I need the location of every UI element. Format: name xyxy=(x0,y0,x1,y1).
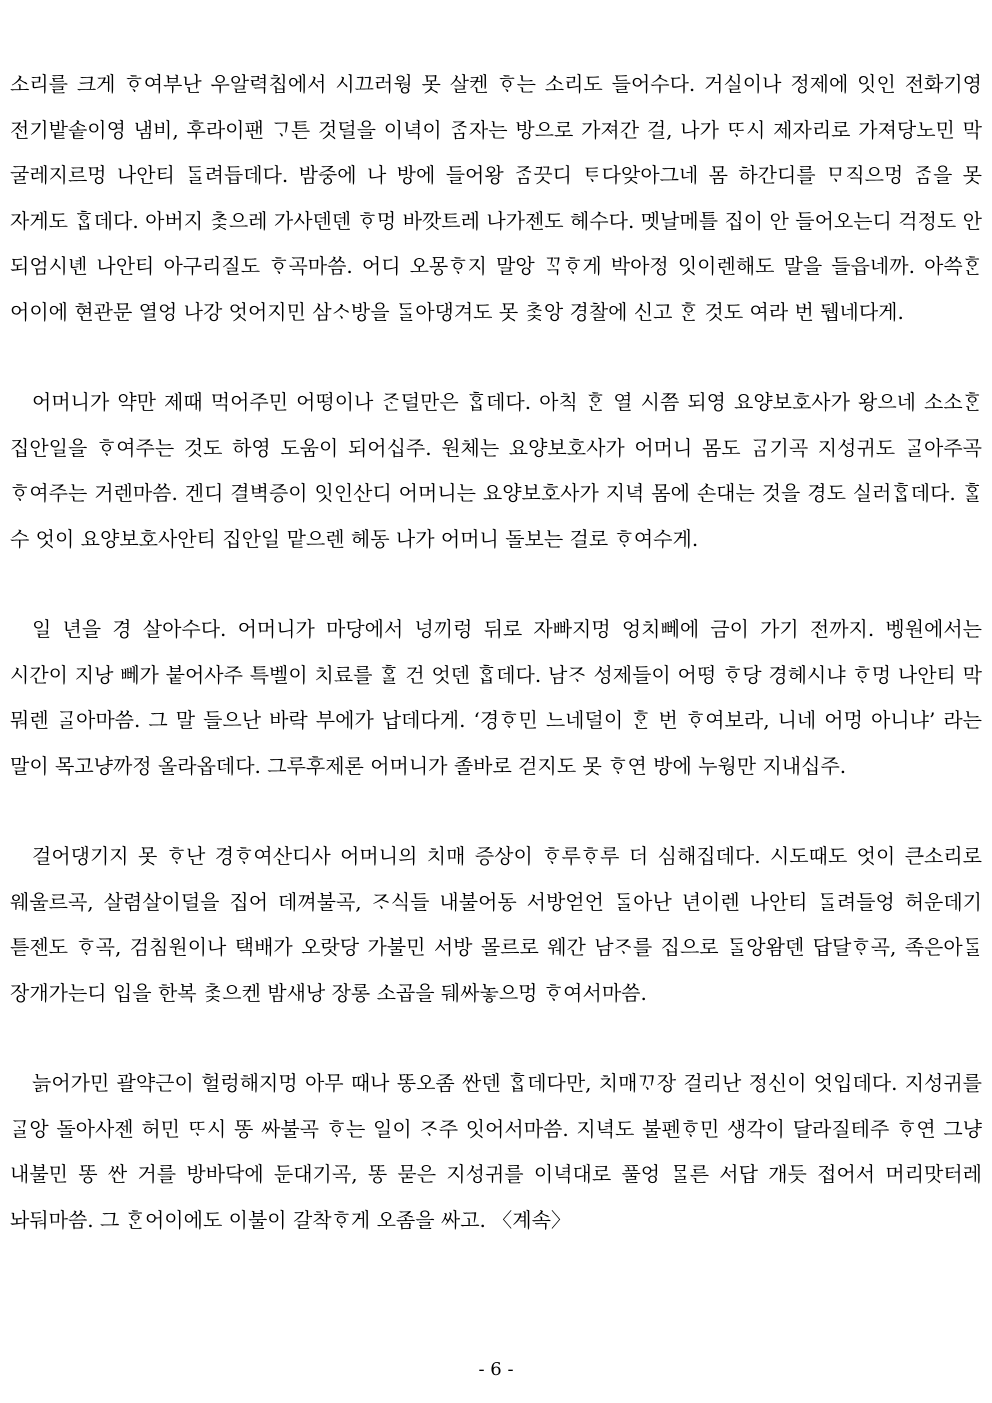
paragraph-2: 어머니가 약만 제때 먹어주민 어떵이나 ᄌᆞᆫ덜만은 ᄒᆞᆸ데다. 아칙 ᄒᆞᆫ 열 시쯤 되영 요양보호사가 왕으네 소소ᄒᆞᆫ 집안일을 ᄒᆞ여주는 것도 하영 도움이 되어십주. 원체는 요양보호사가 어머니 몸도 ᄀᆞᆷ기곡 지성귀도 ᄀᆞᆯ아주곡 ᄒᆞ여주는 거렌마씀. 겐디 결벽증이 잇인산디 어머니는 요양보호사가 지녁 몸에 손대는 것을 경도 실러ᄒᆞᆸ데다. ᄒᆞᆯ 수 엇이 요양보호사안티 집안일 맡으렌 헤동 나가 어머니 돌보는 걸로 ᄒᆞ여수게. xyxy=(10,390,982,551)
paragraph-4: 걸어댕기지 못 ᄒᆞ난 경ᄒᆞ여산디사 어머니의 치매 증상이 ᄒᆞ루ᄒᆞ루 더 심해집데다. 시도때도 엇이 큰소리로 웨울르곡, 살렴살이덜을 집어 데껴불곡, ᄌᆞ식들 내불어동 서방얻언 ᄃᆞᆯ아난 년이렌 나안티 ᄃᆞᆯ려들엉 허운데기 튿젠도 ᄒᆞ곡, 검침원이나 택배가 오랏당 가불민 서방 몰르로 웨간 남ᄌᆞ를 집으로 ᄃᆞᆯ앙왐덴 답달ᄒᆞ곡, 족은아ᄃᆞᆯ 장개가는디 입을 한복 ᄎᆞᆽ으켄 밤새낭 장롱 소곱을 뒈싸놓으멍 ᄒᆞ여서마씀. xyxy=(10,844,982,1005)
paragraph-1: 소리를 크게 ᄒᆞ여부난 우알력칩에서 시끄러웡 못 살켄 ᄒᆞ는 소리도 들어수다. 거실이나 정제에 잇인 전화기영 전기밭솥이영 냄비, 후라이팬 ᄀᆞ튼 것덜을 이녁이 ᄌᆞᆷ자는 방으로 가져간 걸, 나가 ᄄᆞ시 제자리로 가져당노민 막 굴레지르멍 나안티 ᄃᆞᆯ려듭데다. 밤중에 나 방에 들어왕 ᄌᆞᆷ끗디 ᄐᆞ다앚아그네 몸 하간디를 ᄆᆞ직으멍 ᄌᆞᆷ을 못 자게도 ᄒᆞᆸ데다. 아버지 ᄎᆞᆽ으레 가사덴덴 ᄒᆞ멍 바깟트레 나가젠도 헤수다. 멧날메틀 집이 안 들어오는디 걱정도 안 되엄시녠 나안티 아구리질도 ᄒᆞ곡마씀. 어디 오몽ᄒᆞ지 말앙 ᄁᆞᆨᄒᆞ게 박아정 잇이렌해도 말을 들읍네까. 아쓱ᄒᆞᆫ 어이에 현관문 열엉 나강 엇어지민 삼ᄉᆞ방을 ᄃᆞᆯ아댕겨도 못 ᄎᆞᆽ앙 경찰에 신고 ᄒᆞᆫ 것도 여라 번 뒙네다게. xyxy=(10,72,982,324)
paragraph-3: 일 년을 경 살아수다. 어머니가 마당에서 넝끼렁 뒤로 자빠지멍 엉치뻬에 금이 가기 전까지. 벵원에서는 시간이 지낭 뻬가 붙어사주 특벨이 치료를 ᄒᆞᆯ 건 엇덴 ᄒᆞᆸ데다. 남ᄌᆞ 성제들이 어떵 ᄒᆞ당 경헤시냐 ᄒᆞ멍 나안티 막 뭐렌 ᄀᆞᆯ아마씀. 그 말 들으난 바락 부에가 납데다게. ‘경ᄒᆞ민 느네덜이 ᄒᆞᆫ 번 ᄒᆞ여보라, 니네 어멍 아니냐’ 라는 말이 목고냥까정 올라옵데다. 그루후제론 어머니가 졸바로 걷지도 못 ᄒᆞ연 방에 누웡만 지내십주. xyxy=(10,617,982,778)
paragraph-5: 늙어가민 괄약근이 헐렁해지멍 아무 때나 똥오좀 싼덴 ᄒᆞᆸ데다만, 치매ᄁᆞ장 걸리난 정신이 엇입데다. 지성귀를 ᄀᆞᆯ앙 돌아사젠 허민 ᄄᆞ시 똥 싸불곡 ᄒᆞ는 일이 ᄌᆞ주 잇어서마씀. 지녁도 불펜ᄒᆞ민 생각이 달라질테주 ᄒᆞ연 그냥 내불민 똥 싼 거를 방바닥에 둔대기곡, 똥 묻은 지성귀를 이녁대로 풀엉 ᄆᆞᆯ른 서답 개듯 접어서 머리맛터레 놔둬마씀. 그 ᄒᆞᆫ어이에도 이불이 갈착ᄒᆞ게 오좀을 싸고. 〈계속〉 xyxy=(10,1071,982,1232)
page-number: - 6 - xyxy=(478,1359,514,1380)
